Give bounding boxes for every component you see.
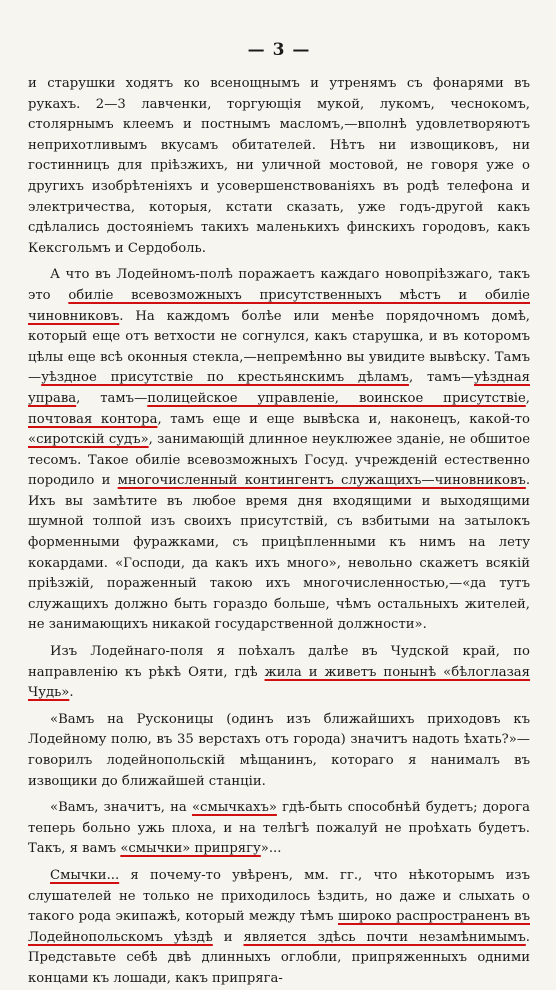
- paragraph: [28, 866, 530, 990]
- underlined-phrase: почтовая контора: [28, 411, 158, 427]
- text-run: , занимающій длинное неуклюжее зданіе, не обшитое тесомъ. Такое обиліе всевозможныхъ Госуд. учрежденій естественно породило и: [28, 432, 530, 489]
- text-run: я почему-то увѣренъ, мм. гг., что нѣкоторымъ изъ слушателей не только не приходилось ѣздить, но даже и слыхать о такого рода экипажѣ, который между тѣмъ: [28, 867, 530, 925]
- text-run: А что въ Лодейномъ-полѣ поражаетъ каждаго новопріѣзжаго, такъ это: [28, 267, 530, 303]
- paragraph: [28, 642, 530, 704]
- underlined-phrase: многочисленный контингентъ служащихъ—чиновниковъ: [117, 473, 526, 489]
- text-run: . На каждомъ болѣе или менѣе порядочномъ домѣ, который еще отъ ветхости не согнулся, какъ старушка, и въ которомъ цѣлы еще всѣ оконныя стекла,—непремѣнно вы увидите вывѣску. Тамъ—: [28, 308, 530, 386]
- underlined-phrase: уѣздная управа: [28, 370, 530, 406]
- text-run: и: [212, 929, 244, 945]
- underlined-phrase: является здѣсь почти незамѣнимымъ: [243, 929, 526, 945]
- paragraph: [28, 74, 530, 259]
- paragraph: [28, 265, 530, 636]
- paragraph: [28, 798, 530, 860]
- text-run: гдѣ-быть способнѣй будетъ; дорога теперь больно ужь плоха, и на телѣгѣ пожалуй не проѣхать будетъ. Такъ, я вамъ: [28, 800, 530, 857]
- text-run: «Вамъ, значитъ, на: [50, 800, 192, 816]
- underlined-phrase: жила и живетъ понынѣ «бѣлоглазая Чудь»: [28, 664, 530, 701]
- underlined-phrase: «смычки» припрягу: [120, 841, 261, 857]
- underlined-phrase: полицейское управленіе, воинское присутствіе: [147, 390, 526, 406]
- text-run: , тамъ—: [76, 390, 148, 406]
- underlined-phrase: широко распространенъ въ Лодейнопольскомъ уѣздѣ: [28, 909, 530, 945]
- text-run: ,: [525, 390, 530, 406]
- paragraph: [28, 710, 530, 792]
- text-run: , тамъ—: [408, 370, 474, 386]
- text-run: »...: [260, 841, 282, 857]
- text-run: и старушки ходятъ ко всенощнымъ и утренямъ съ фонарями въ рукахъ. 2—3 лавченки, торгующія мукой, лукомъ, чеснокомъ, столярнымъ клеемъ и постнымъ масломъ,—вполнѣ удовлетворяютъ неприхотливымъ вкусамъ обитателей. Нѣтъ ни извощиковъ, ни гостинницъ для пріѣзжихъ, ни уличной мостовой, не говоря уже о другихъ изобрѣтеніяхъ и усовершенствованіяхъ въ родѣ телефона и электричества, которыя, кстати сказать, уже годъ-другой какъ сдѣлались достояніемъ такихъ маленькихъ финскихъ городовъ, какъ Кексгольмъ и Сердоболь.: [28, 76, 530, 256]
- text-body: [28, 74, 530, 990]
- text-run: . Ихъ вы замѣтите въ любое время дня входящими и выходящими шумной толпой изъ своихъ присутствій, съ взбитыми на затылокъ форменными фуражками, съ прицѣпленными къ нимъ на лету кокардами. «Господи, да какъ ихъ много», невольно скажетъ всякій пріѣзжій, пораженный такою ихъ многочисленностью,—«да тутъ служащихъ должно быть гораздо больше, чѣмъ остальныхъ жителей, не занимающихъ никакой государственной должности».: [28, 473, 531, 633]
- underlined-phrase: уѣздное присутствіе по крестьянскимъ дѣламъ: [41, 370, 409, 386]
- text-run: «Вамъ на Русконицы (одинъ изъ ближайшихъ приходовъ къ Лодейному полю, въ 35 верстахъ отъ города) значитъ надоть ѣхать?»—говорилъ лодейнопольскій мѣщанинъ, котораго я нанималъ въ извощики до ближайшей станціи.: [28, 711, 530, 789]
- text-run: .: [69, 685, 74, 701]
- underlined-phrase: обиліе всевозможныхъ присутственныхъ мѣстъ и обиліе чиновниковъ: [28, 287, 530, 324]
- text-run: . Представьте себѣ двѣ длинныхъ оглобли, припряженныхъ одними концами къ лошади, какъ припряга-: [28, 929, 530, 986]
- underlined-phrase: «сиротскій судъ»: [28, 432, 149, 448]
- underlined-phrase: Смычки...: [50, 867, 120, 883]
- text-run: , тамъ еще и еще вывѣска и, наконецъ, какой-то: [157, 411, 530, 427]
- underlined-phrase: «смычкахъ»: [191, 800, 277, 816]
- text-run: Изъ Лодейнаго-поля я поѣхалъ далѣе въ Чудской край, по направленію къ рѣкѣ Ояти, гдѣ: [28, 644, 530, 680]
- page-number: — 3 —: [247, 40, 311, 60]
